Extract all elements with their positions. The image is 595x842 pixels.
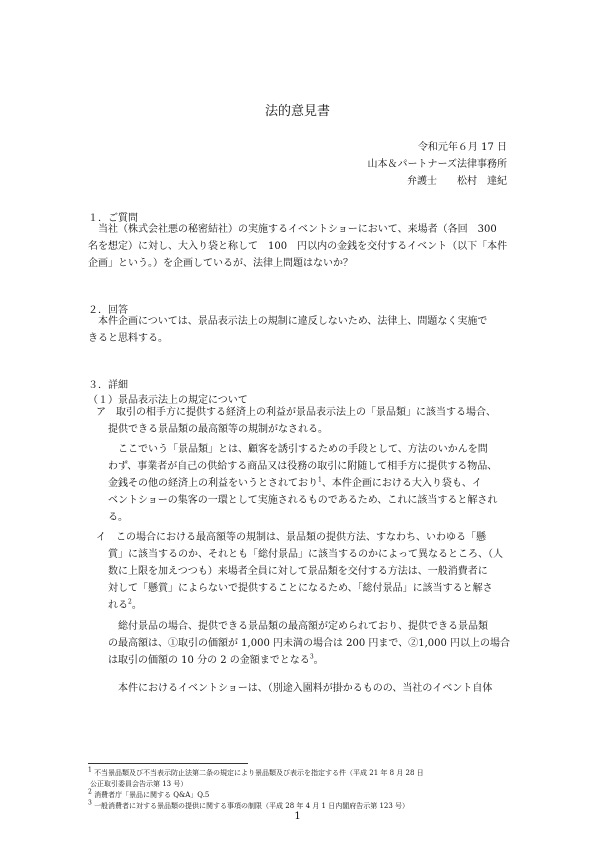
footnote-ref-2: 2 [128, 598, 132, 606]
document-title: 法的意見書 [264, 104, 330, 119]
footnote-1 [88, 768, 424, 778]
footnote-ref-1: 1 [318, 476, 322, 484]
attorney-name: 弁護士 松村 達紀 [407, 176, 507, 187]
document-date: 令和元年６月 17 日 [417, 142, 507, 153]
paragraph-i-line: イ この場合における最高額等の規制は、景品類の提供方法、すなわち、いわゆる「懸 [96, 532, 486, 543]
footnote-1-continued: 公正取引委員会告示第 13 号） [90, 780, 188, 788]
paragraph-a-line [108, 477, 482, 491]
paragraph-i-line: 数に上限を加えつつも）来場者全員に対して景品類を交付する方法は、一般消費者に [108, 566, 488, 577]
paragraph-a-line: わず、事業者が自己の供給する商品又は役務の取引に附随して相手方に提供する物品、 [108, 461, 498, 472]
footnote-divider [88, 763, 248, 764]
footnote-number: 3 [88, 799, 92, 807]
footnote-text: 不当景品類及び不当表示防止法第二条の規定により景品類及び表示を指定する件（平成 21 年 8 月 28 日 [94, 769, 424, 777]
paragraph-a-line: 提供できる景品類の最高額等の規制がなされる。 [108, 424, 328, 435]
paragraph-i-line: 本件におけるイベントショーは、（別途入園料が掛かるものの、当社のイベント自体 [118, 683, 493, 694]
footnote-2 [88, 790, 209, 800]
footnote-number: 1 [88, 766, 92, 774]
footnote-3 [88, 801, 409, 811]
section-1-heading: １．ご質問 [88, 213, 138, 224]
section-2-heading: ２．回答 [88, 305, 128, 316]
section-3-subheading: （１）景品表示法上の規定について [88, 395, 248, 406]
paragraph-a-line: ベントショーの集客の一環として実施されるものであるため、これに該当すると解され [108, 495, 498, 506]
paragraph-i-text: 。 [313, 655, 324, 666]
law-firm-name: 山本＆パートナーズ法律事務所 [367, 159, 507, 170]
page-number: 1 [294, 811, 301, 822]
section-2-line: きると思料する。 [88, 333, 168, 344]
paragraph-a-line: ア 取引の相手方に提供する経済上の利益が景品表示法上の「景品類」に該当する場合、 [96, 407, 496, 418]
section-1-line: 当社（株式会社悪の秘密結社）の実施するイベントショーにおいて、来場者（各回 300 [98, 224, 497, 235]
paragraph-i-line [108, 654, 324, 668]
footnote-number: 2 [88, 788, 92, 796]
paragraph-i-line: 対して「懸賞」によらないで提供することになるため、「総付景品」に該当すると解さ [108, 583, 493, 594]
paragraph-i-text: れる [108, 600, 128, 611]
footnote-ref-3: 3 [309, 653, 314, 661]
paragraph-i-line: の最高額は、①取引の価額が 1,000 円未満の場合は 200 円まで、②1,000 円以上の場合 [108, 638, 511, 649]
paragraph-i-text: は取引の価額の 10 分の 2 の金額までとなる [108, 655, 310, 666]
paragraph-a-text: 金銭その他の経済上の利益をいうとされており [108, 478, 318, 489]
section-3-heading: ３．詳細 [88, 380, 128, 391]
paragraph-a-text: 、本件企画における大入り袋も、イ [321, 478, 482, 489]
paragraph-a-line: る。 [108, 512, 128, 523]
section-1-line: 企画」という。）を企画しているが、法律上問題はないか？ [88, 258, 353, 269]
footnote-text: 一般消費者に対する景品類の提供に関する事項の制限（平成 28 年 4 月 1 日内閣府告示第 123 号） [94, 802, 410, 810]
section-1-line: 名を想定）に対し、大入り袋と称して 100 円以内の金銭を交付するイベント（以下「本件 [88, 241, 508, 252]
paragraph-i-line: 総付景品の場合、提供できる景品類の最高額が定められており、提供できる景品類 [118, 621, 488, 632]
section-2-line: 本件企画については、景品表示法上の規制に違反しないため、法律上、問題なく実施で [98, 316, 488, 327]
paragraph-i-text: 。 [131, 600, 142, 611]
paragraph-i-line: 賞」に該当するのか、それとも「総付景品」に該当するのかによって異なるところ、（人 [108, 549, 503, 560]
paragraph-i-line [108, 599, 142, 613]
footnote-text: 消費者庁「景品に関する Q&A」Q.5 [94, 791, 210, 799]
paragraph-a-line: ここでいう「景品類」とは、顧客を誘引するための手段として、方法のいかんを問 [118, 444, 488, 455]
